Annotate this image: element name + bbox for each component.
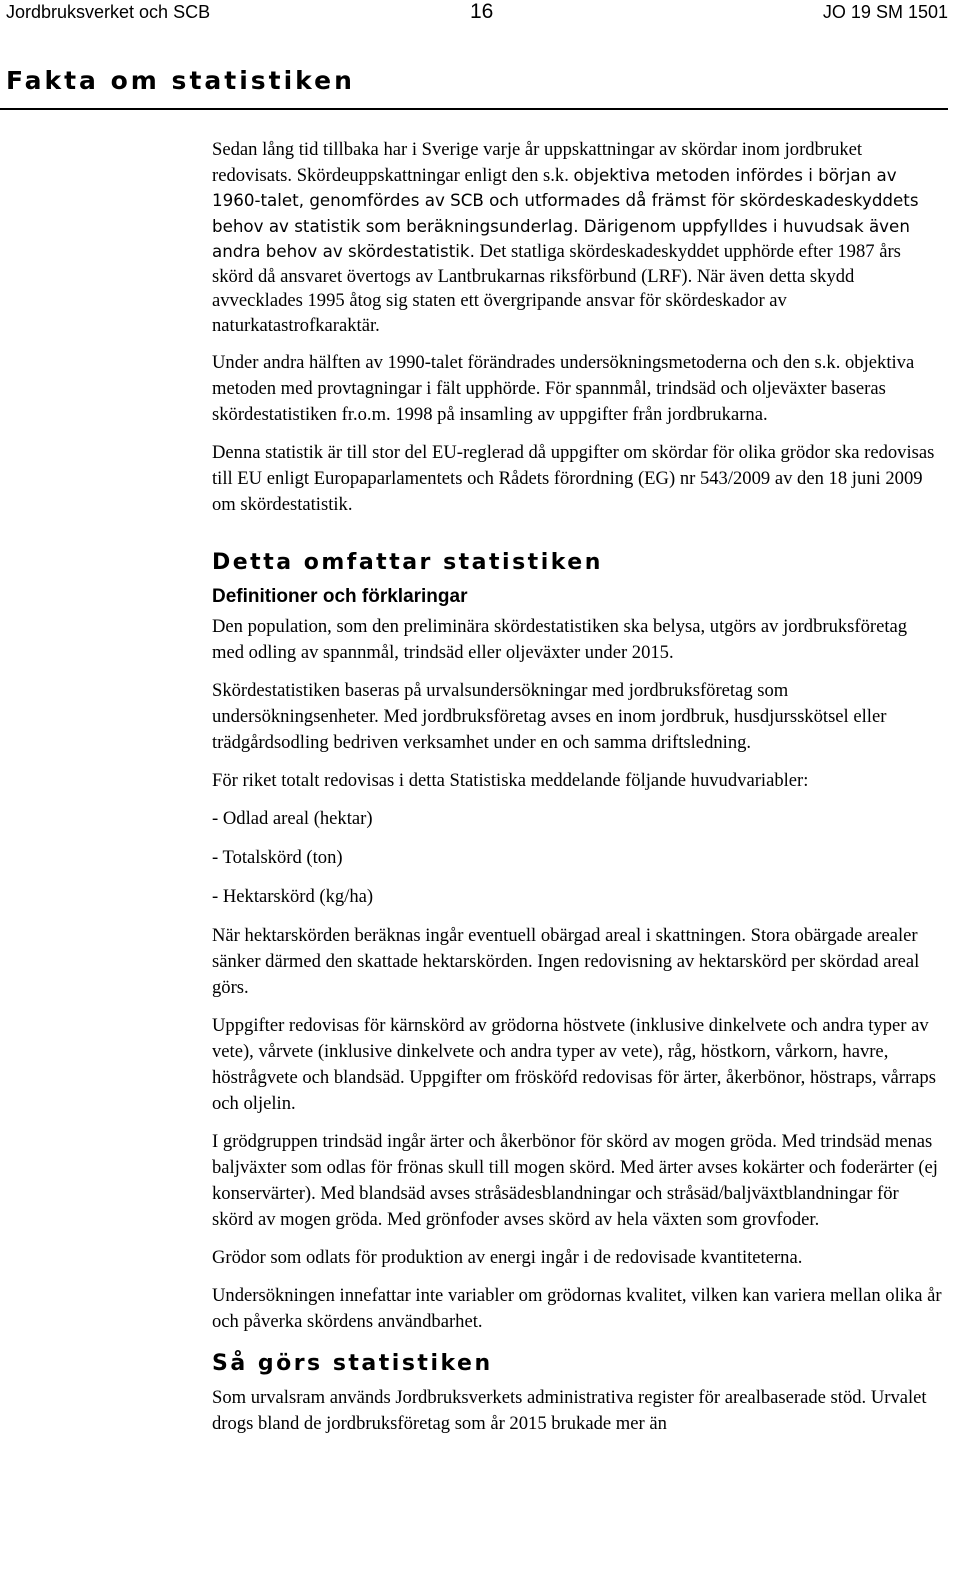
intro-paragraph-methods: Under andra hälften av 1990-talet förändrades undersökningsmetoderna och den s.k. objektiva metoden med provtagningar i fält upphörde. För spannmål, trindsäd och oljeväxter baseras skördestatistiken fr.o.m. 1998 på insamling av uppgifter från jordbrukarna. <box>212 352 915 425</box>
intro-text-sans: objektiva metoden infördes i början av 1960-talet, genomfördes av SCB och utformades då främst för skördeskadeskyddets behov av statistik som beräkningsunderlag. Därigenom uppfylldes i huvudsak även andra behov av skördestatistik. <box>212 164 919 261</box>
variable-list-item: - Odlad areal (hektar) <box>212 808 373 829</box>
method-paragraph-frame: Som urvalsram används Jordbruksverkets administrativa register för arealbaserade stöd. Urvalet drogs bland de jordbruksföretag som år 2015 brukade mer än <box>212 1387 927 1434</box>
header-publisher: Jordbruksverket och SCB <box>6 2 211 22</box>
scope-paragraph-sampling: Skördestatistiken baseras på urvalsundersökningar med jordbruksföretag som undersökningsenheter. Med jordbruksföretag avses en inom jordbruk, husdjursskötsel eller trädgårdsodling bedriven verksamhet under en och samma driftsledning. <box>212 680 887 753</box>
scope-paragraph-pulses: I grödgruppen trindsäd ingår ärter och åkerbönor för skörd av mogen gröda. Med trindsäd menas baljväxter som odlas för frönas skull till mogen skörd. Med ärter avses kokärter och foderärter (ej konservärter). Med blandsäd avses stråsädesblandningar och stråsäd/baljväxtblandningar för skörd av mogen gröda. Med grönfoder avses skörd av hela växten som grovfoder. <box>212 1131 938 1230</box>
subheading-definitions: Definitioner och förklaringar <box>212 586 468 607</box>
header-report-id: JO 19 SM 1501 <box>822 2 948 22</box>
scope-paragraph-quality: Undersökningen innefattar inte variabler om grödornas kvalitet, vilken kan variera mellan olika år och påverka skördens användbarhet. <box>212 1285 942 1332</box>
section-heading-method: Så görs statistiken <box>212 1351 493 1376</box>
scope-paragraph-energy: Grödor som odlats för produktion av energi ingår i de redovisade kvantiteterna. <box>212 1247 803 1268</box>
intro-paragraph-history <box>212 138 942 338</box>
variable-list-item: - Hektarskörd (kg/ha) <box>212 886 374 907</box>
scope-paragraph-variables-intro: För riket totalt redovisas i detta Statistiska meddelande följande huvudvariabler: <box>212 770 809 791</box>
document-body <box>212 138 942 1449</box>
page-number: 16 <box>470 0 494 23</box>
scope-paragraph-yield: När hektarskörden beräknas ingår eventuell obärgad areal i skattningen. Stora obärgade arealer sänker därmed den skattade hektarskörden. Ingen redovisning av hektarskörd per skördad areal görs. <box>212 925 920 998</box>
section-heading-scope: Detta omfattar statistiken <box>212 550 603 575</box>
title-rule <box>0 108 948 110</box>
page-title: Fakta om statistiken <box>6 66 355 95</box>
intro-text-a: Sedan lång tid tillbaka har i Sverige varje år uppskattningar av skördar inom jordbruket redovisats. Skördeuppskattningar enligt den s.k. <box>212 139 863 186</box>
page-header <box>6 2 948 24</box>
scope-paragraph-crops: Uppgifter redovisas för kärnskörd av grödorna höstvete (inklusive dinkelvete och andra typer av vete), vårvete (inklusive dinkelvete och andra typer av vete), råg, höstkorn, vårkorn, havre, höstrågvete och blandsäd. Uppgifter om frösköŕd redovisas för ärter, åkerbönor, höstraps, vårraps och oljelin. <box>212 1015 936 1114</box>
scope-paragraph-population: Den population, som den preliminära skördestatistiken ska belysa, utgörs av jordbruksföretag med odling av spannmål, trindsäd eller oljeväxter under 2015. <box>212 616 908 663</box>
intro-paragraph-eu: Denna statistik är till stor del EU-reglerad då uppgifter om skördar för olika grödor ska redovisas till EU enligt Europaparlamentets och Rådets förordning (EG) nr 543/2009 av den 18 juni 2009 om skördestatistik. <box>212 442 935 515</box>
variable-list-item: - Totalskörd (ton) <box>212 847 343 868</box>
intro-text-c: Det statliga skördeskadeskyddet upphörde efter 1987 års skörd då ansvaret övertogs av Lantbrukarnas riksförbund (LRF). När även detta skydd avvecklades 1995 åtog sig staten ett övergripande ansvar för skördeskador av naturkatastrofkaraktär. <box>212 241 901 336</box>
